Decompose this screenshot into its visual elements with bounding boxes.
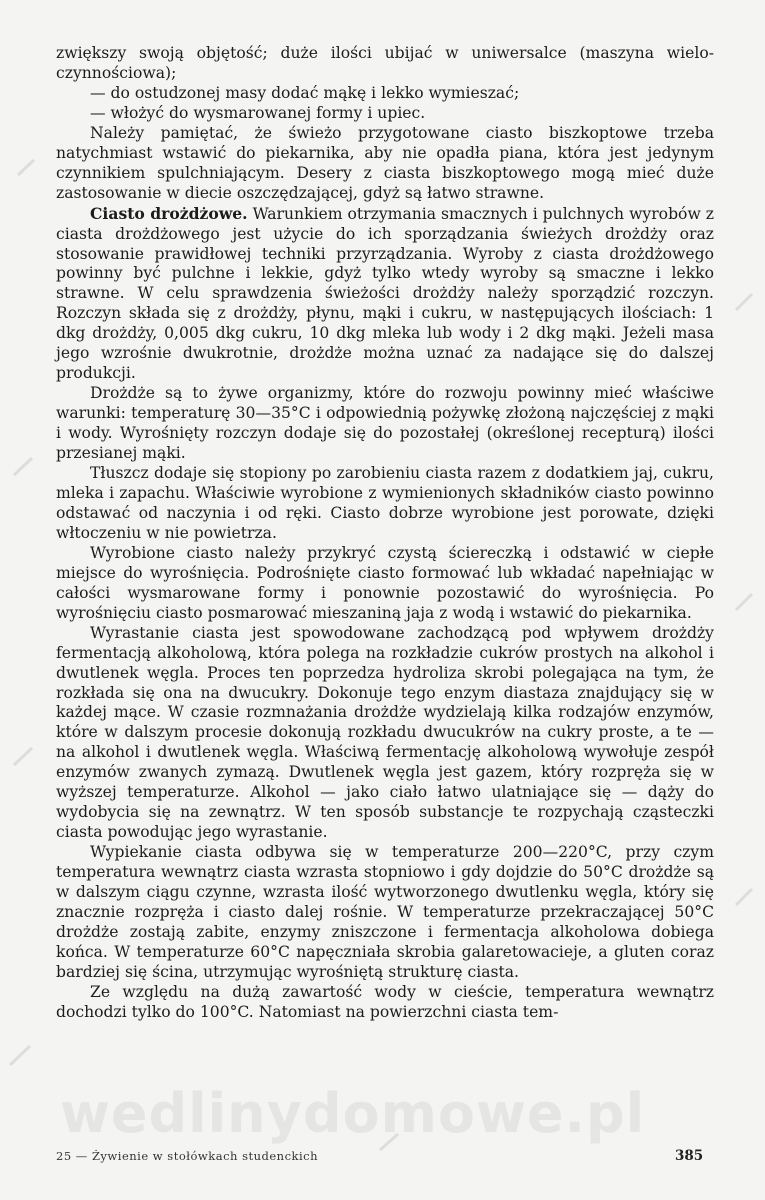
- section-paragraph: [56, 204, 714, 385]
- paragraph: [56, 983, 714, 1023]
- paragraph: [56, 464, 714, 544]
- watermark: wedlinydomowe.pl: [60, 1082, 646, 1145]
- paragraph-text: Wyrobione ciasto należy przykryć czystą ściereczką i odstawić w ciepłe miejsce do wyrośnięcia. Podrośnięte ciasto formować lub wkładać napełniając w całości wysmarowane formy i ponownie pozostawić do wyrośnięcia. Po wyrośnięciu ciasto posmarować mieszaniną jaja z wodą i wstawić do piekarnika.: [56, 543, 714, 622]
- paragraph-text: Należy pamiętać, że świeżo przygotowane ciasto biszkoptowe trzeba natychmiast wstawić do piekarnika, aby nie opadła piana, która jest jedynym czynnikiem spulchniającym. Desery z ciasta biszkoptowego mogą mieć duże zastosowanie w diecie oszczędzającej, gdyż są łatwo strawne.: [56, 123, 714, 202]
- text-body: [56, 44, 714, 1023]
- paragraph: [56, 544, 714, 624]
- page-number: 385: [675, 1148, 704, 1164]
- paragraph-text: — włożyć do wysmarowanej formy i upiec.: [90, 103, 426, 122]
- paragraph-text: Ze względu na dużą zawartość wody w cieście, temperatura wewnątrz dochodzi tylko do 100°C. Natomiast na powierzchni ciasta tem-: [56, 982, 714, 1021]
- paragraph-text: Wypiekanie ciasta odbywa się w temperaturze 200—220°C, przy czym temperatura wewnątrz ciasta wzrasta stopniowo i gdy dojdzie do 50°C drożdże są w dalszym ciągu czynne, wzrasta ilość wytworzonego dwutlenku węgla, który się znacznie rozpręża i ciasto dalej rośnie. W temperaturze przekraczającej 50°C drożdże zostają zabite, enzymy zniszczone i fermentacja alkoholowa dobiega końca. W temperaturze 60°C napęczniała skrobia galaretowacieje, a gluten coraz bardziej się ścina, utrzymując wyrośniętą strukturę ciasta.: [56, 843, 714, 981]
- paragraph-text: Wyrastanie ciasta jest spowodowane zachodzącą pod wpływem drożdży fermentacją alkoholową, która polega na rozkładzie cukrów prostych na alkohol i dwutlenek węgla. Proces ten poprzedza hydroliza skrobi polegająca na tym, że rozkłada się ona na dwucukry. Dokonuje tego enzym diastaza znajdujący się w każdej mące. W czasie rozmnażania drożdże wydzielają kilka rodzajów enzymów, które w dalszym procesie dokonują rozkładu dwucukrów na cukry proste, a te — na alkohol i dwutlenek węgla. Właściwą fermentację alkoholową wywołuje zespół enzymów zwanych zymazą. Dwutlenek węgla jest gazem, który rozpręża się w wyższej temperaturze. Alkohol — jako ciało łatwo ulatniające się — dąży do wydobycia się na zewnątrz. W ten sposób substancje te rozpychają cząsteczki ciasta powodując jego wyrastanie.: [56, 623, 714, 842]
- paragraph-text: zwiększy swoją objętość; duże ilości ubijać w uniwersalce (maszyna wieloczynnościowa);: [56, 44, 714, 82]
- paragraph-text: Drożdże są to żywe organizmy, które do rozwoju powinny mieć właściwe warunki: temperaturę 30—35°C i odpowiednią pożywkę złożoną najczęściej z mąki i wody. Wyrośnięty rozczyn dodaje się do pozostałej (określonej recepturą) ilości przesianej mąki.: [56, 384, 714, 463]
- paragraph: [56, 384, 714, 464]
- paragraph: [56, 124, 714, 204]
- paragraph-text: Tłuszcz dodaje się stopiony po zarobieniu ciasta razem z dodatkiem jaj, cukru, mleka i zapachu. Właściwie wyrobione z wymienionych składników ciasto powinno odstawać od naczynia i od ręki. Ciasto dobrze wyrobione jest porowate, dzięki włtoczeniu w nie powietrza.: [56, 464, 714, 542]
- paragraph-text: Warunkiem otrzymania smacznych i pulchnych wyrobów z ciasta drożdżowego jest użycie do ich sporządzania świeżych drożdży oraz stosowanie prawidłowej techniki przyrządzania. Wyroby z ciasta drożdżowego powinny być pulchne i lekkie, gdyż tylko wtedy wyroby są smaczne i lekko strawne. W celu sprawdzenia świeżości drożdży należy sporządzić rozczyn. Rozczyn składa się z drożdży, płynu, mąki i cukru, w następujących ilościach: 1 dkg drożdży, 0,005 dkg cukru, 10 dkg mleka lub wody i 2 dkg mąki. Jeżeli masa jego wzrośnie dwukrotnie, drożdże można uznać za nadające się do dalszej produkcji.: [56, 204, 714, 383]
- list-item: [56, 84, 714, 104]
- paragraph: [56, 624, 714, 843]
- list-item: [56, 104, 714, 124]
- paragraph-text: — do ostudzonej masy dodać mąkę i lekko wymieszać;: [90, 83, 520, 102]
- footer-signature: 25 — Żywienie w stołówkach studenckich: [56, 1149, 319, 1163]
- paragraph: [56, 843, 714, 983]
- section-heading: Ciasto drożdżowe.: [90, 203, 248, 223]
- paragraph-continued: [56, 44, 714, 84]
